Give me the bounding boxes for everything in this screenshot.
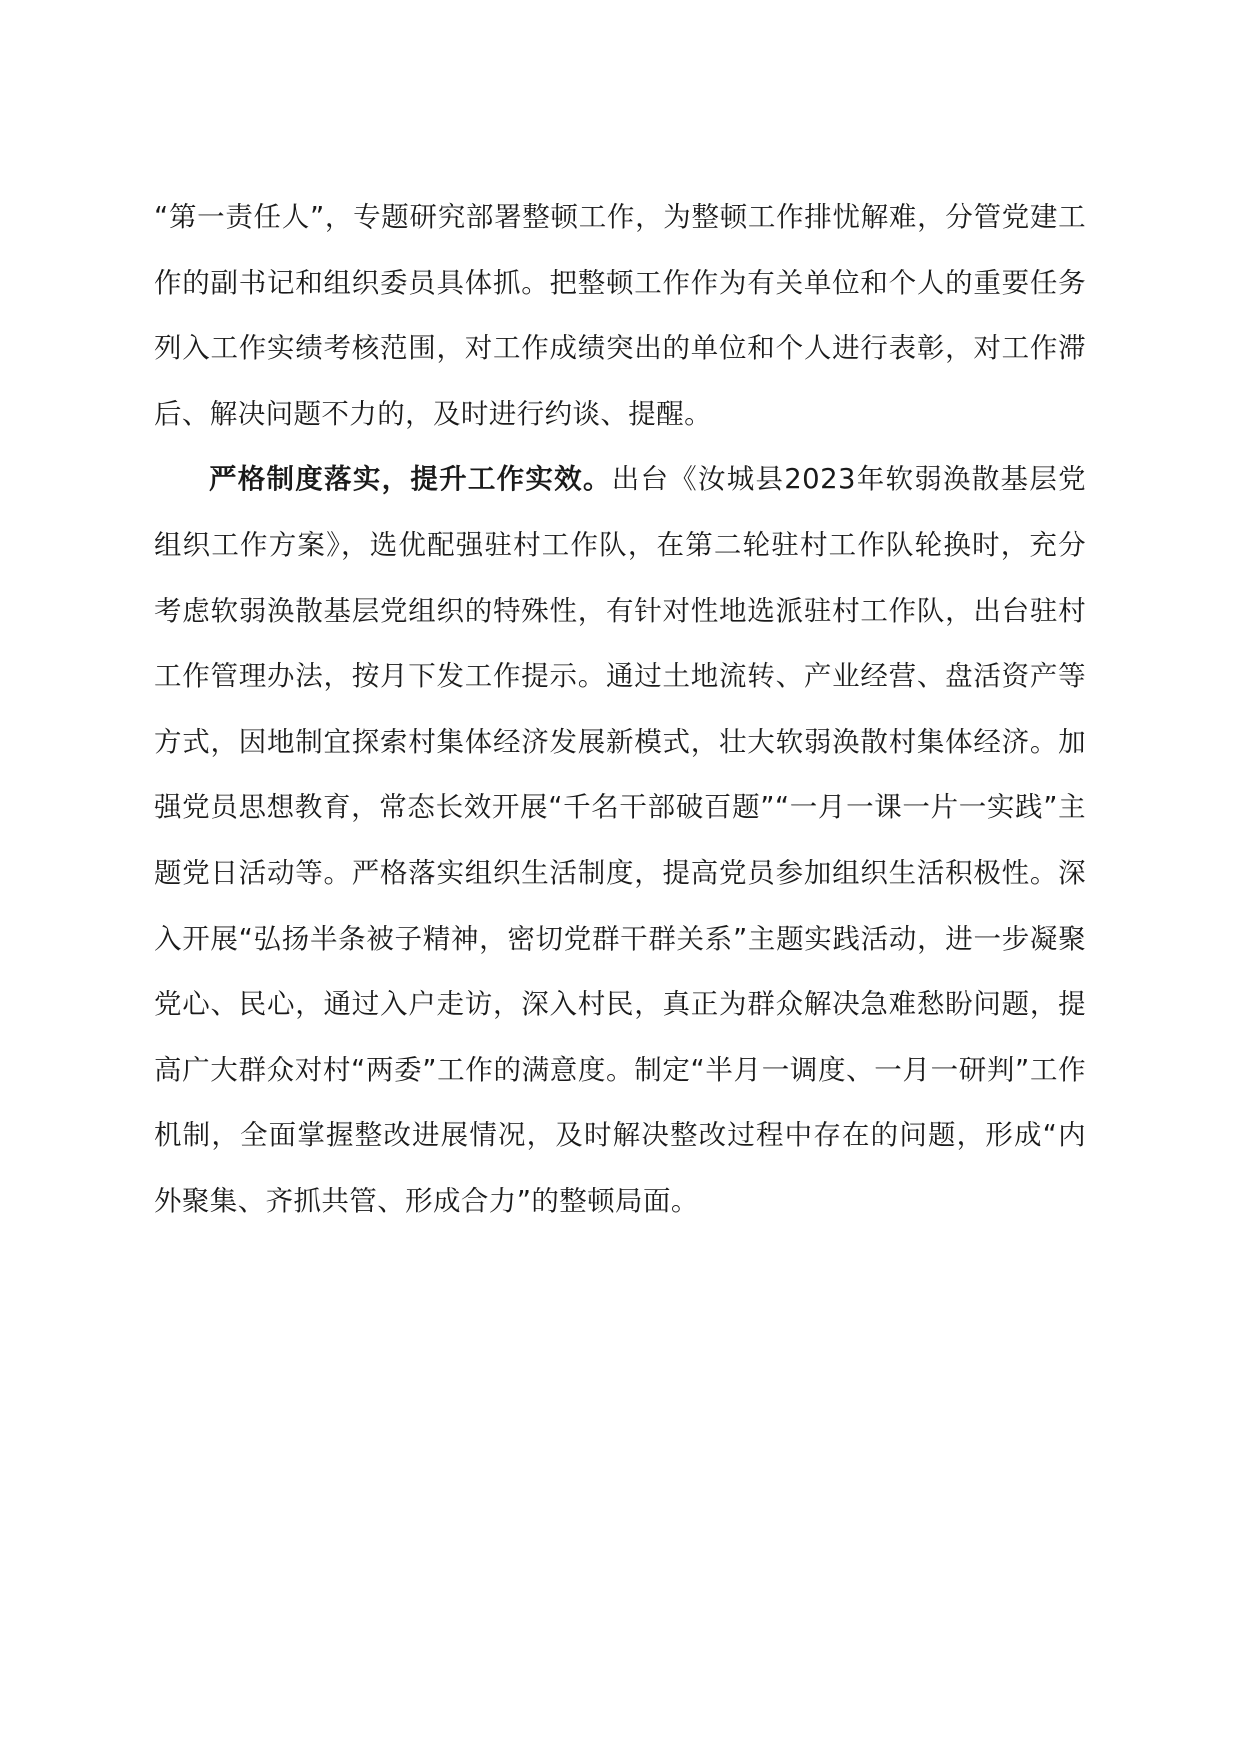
paragraph-strict-system — [154, 447, 1086, 1234]
paragraph-continuation — [154, 185, 1086, 447]
paragraph-text: 出台《汝城县2023年软弱涣散基层党组织工作方案》，选优配强驻村工作队，在第二轮驻村工作队轮换时，充分考虑软弱涣散基层党组织的特殊性，有针对性地选派驻村工作队，出台驻村工作管理办法，按月下发工作提示。通过土地流转、产业经营、盘活资产等方式，因地制宜探索村集体经济发展新模式，壮大软弱涣散村集体经济。加强党员思想教育，常态长效开展“千名干部破百题”“一月一课一片一实践”主题党日活动等。严格落实组织生活制度，提高党员参加组织生活积极性。深入开展“弘扬半条被子精神，密切党群干群关系”主题实践活动，进一步凝聚党心、民心，通过入户走访，深入村民，真正为群众解决急难愁盼问题，提高广大群众对村“两委”工作的满意度。制定“半月一调度、一月一研判”工作机制，全面掌握整改进展情况，及时解决整改过程中存在的问题，形成“内外聚集、齐抓共管、形成合力”的整顿局面。 — [154, 463, 1086, 1217]
document-body — [154, 185, 1086, 1235]
paragraph-lead-heading: 严格制度落实，提升工作实效。 — [209, 463, 612, 496]
paragraph-text: “第一责任人”，专题研究部署整顿工作，为整顿工作排忧解难，分管党建工作的副书记和组织委员具体抓。把整顿工作作为有关单位和个人的重要任务列入工作实绩考核范围，对工作成绩突出的单位和个人进行表彰，对工作滞后、解决问题不力的，及时进行约谈、提醒。 — [154, 201, 1086, 430]
